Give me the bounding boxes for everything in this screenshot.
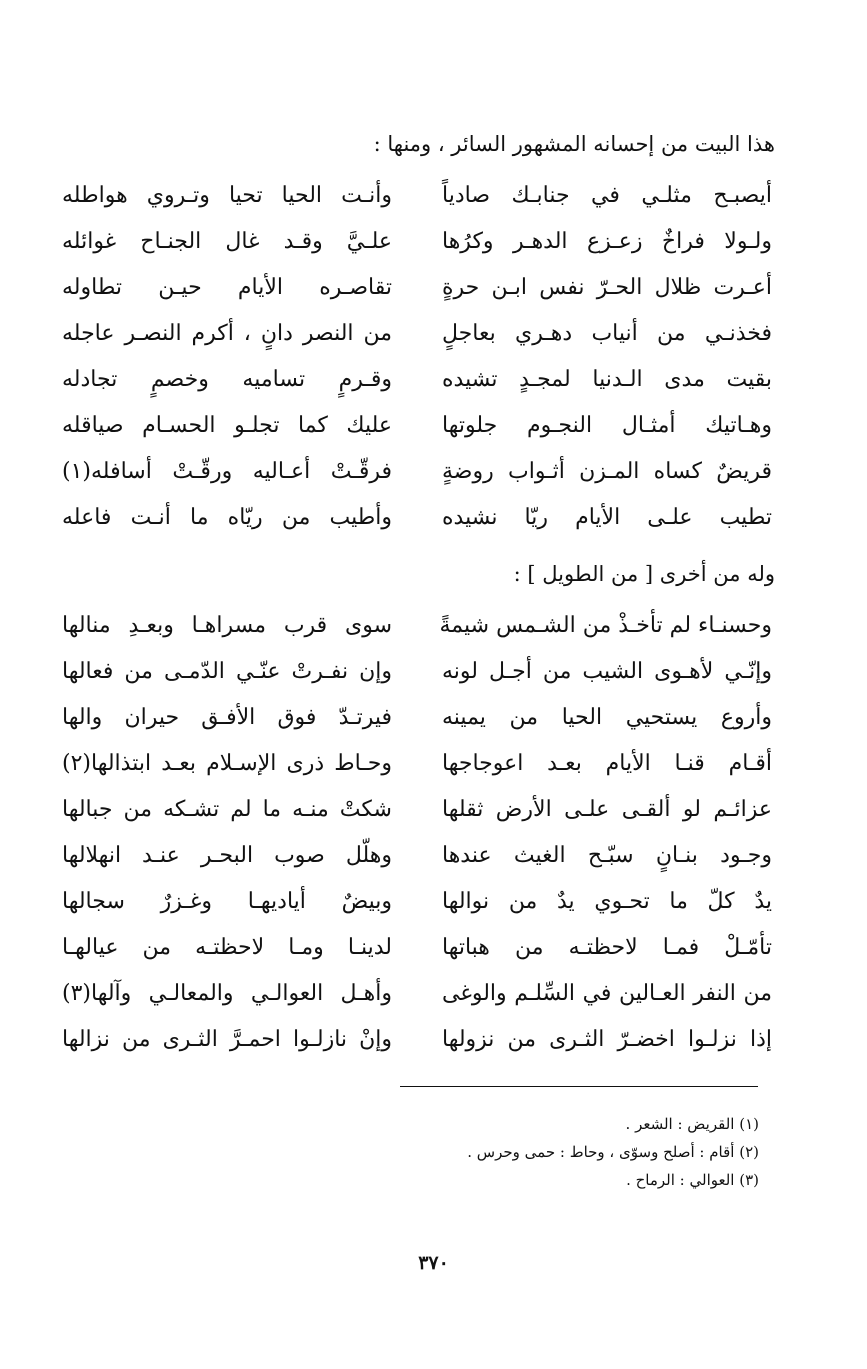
- footnote: (١) القريض : الشعر .: [625, 1115, 759, 1133]
- first-hemistich: وحسنـاء لم تأخـذْ من الشـمس شيمةً: [439, 613, 772, 638]
- second-hemistich: وهلّل صوب البحـر عنـد انهلالها: [62, 843, 392, 868]
- verse-row: [62, 180, 772, 226]
- page-number: ٣٧٠: [418, 1252, 449, 1274]
- first-hemistich: ولـولا فراخٌ زعـزع الدهـر وكرُها: [442, 229, 772, 254]
- first-hemistich: وجـود بنـانٍ سبّـح الغيث عندها: [442, 843, 772, 868]
- second-hemistich: عليك كما تجلـو الحسـام صياقله: [62, 413, 392, 438]
- first-hemistich: أعـرت ظلال الحـرّ نفس ابـن حرةٍ: [442, 275, 772, 300]
- second-hemistich: وأهـل العوالـي والمعالـي وآلها(٣): [62, 981, 392, 1006]
- second-hemistich: فيرتـدّ فوق الأفـق حيران والها: [62, 705, 392, 730]
- verse-row: [62, 656, 772, 702]
- second-hemistich: وإن نفـرتْ عنّـي الدّمـى من فعالها: [62, 659, 392, 684]
- first-hemistich: وأروع يستحيي الحيا من يمينه: [442, 705, 772, 730]
- verse-row: [62, 1024, 772, 1070]
- first-hemistich: فخذنـي من أنياب دهـري بعاجلٍ: [442, 321, 772, 346]
- first-hemistich: بقيت مدى الـدنيا لمجـدٍ تشيده: [442, 367, 772, 392]
- verse-row: [62, 610, 772, 656]
- verse-row: [62, 456, 772, 502]
- first-hemistich: من النفر العـالين في السِّلـم والوغى: [442, 981, 772, 1006]
- verse-row: [62, 702, 772, 748]
- first-hemistich: قريضٌ كساه المـزن أثـواب روضةٍ: [442, 459, 772, 484]
- second-hemistich: وأطيب من ريّاه ما أنـت فاعله: [62, 505, 392, 530]
- verse-row: [62, 932, 772, 978]
- verse-row: [62, 364, 772, 410]
- verse-row: [62, 840, 772, 886]
- verse-row: [62, 748, 772, 794]
- verse-row: [62, 886, 772, 932]
- footnote: (٢) أقام : أصلح وسوّى ، وحاط : حمى وحرس .: [467, 1143, 759, 1161]
- first-hemistich: وهـاتيك أمثـال النجـوم جلوتها: [442, 413, 772, 438]
- second-hemistich: وقـرمٍ تساميه وخصمٍ تجادله: [62, 367, 392, 392]
- verse-row: [62, 794, 772, 840]
- first-hemistich: إذا نزلـوا اخضـرّ الثـرى من نزولها: [442, 1027, 772, 1052]
- first-hemistich: أيصبـح مثلـي في جنابـك صادياً: [442, 183, 772, 208]
- verse-row: [62, 318, 772, 364]
- first-hemistich: تأمّـلْ فمـا لاحظتـه من هباتها: [442, 935, 772, 960]
- verse-row: [62, 226, 772, 272]
- second-hemistich: فرقّـتْ أعـاليه ورقّـتْ أسافله(١): [62, 459, 392, 484]
- second-hemistich: لدينـا ومـا لاحظتـه من عيالهـا: [62, 935, 392, 960]
- first-hemistich: تطيب علـى الأيام ريّا نشيده: [442, 505, 772, 530]
- footnote-separator: [400, 1086, 758, 1087]
- second-hemistich: شكتْ منـه ما لم تشـكه من جبالها: [62, 797, 392, 822]
- verse-row: [62, 410, 772, 456]
- first-hemistich: وإنّـي لأهـوى الشيب من أجـل لونه: [442, 659, 772, 684]
- second-hemistich: وبيضٌ أياديهـا وغـزرٌ سجالها: [62, 889, 392, 914]
- first-hemistich: عزائـم لو ألقـى علـى الأرض ثقلها: [442, 797, 772, 822]
- second-hemistich: وإنْ نازلـوا احمـرَّ الثـرى من نزالها: [62, 1027, 392, 1052]
- verse-row: [62, 978, 772, 1024]
- intro-line: هذا البيت من إحسانه المشهور السائر ، ومنها :: [373, 132, 775, 156]
- poem-two: [62, 610, 772, 1070]
- first-hemistich: يدٌ كلّ ما تحـوي يدٌ من نوالها: [442, 889, 772, 914]
- second-hemistich: من النصر دانٍ ، أكرم النصـر عاجله: [62, 321, 392, 346]
- verse-row: [62, 272, 772, 318]
- second-hemistich: سوى قرب مسراهـا وبعـدِ منالها: [62, 613, 392, 638]
- verse-row: [62, 502, 772, 548]
- second-hemistich: وحـاط ذرى الإسـلام بعـد ابتذالها(٢): [62, 751, 392, 776]
- footnote: (٣) العوالي : الرماح .: [626, 1171, 759, 1189]
- second-hemistich: علـيَّ وقـد غال الجنـاح غوائله: [62, 229, 392, 254]
- poem-one: [62, 180, 772, 548]
- intro-line: وله من أخرى [ من الطويل ] :: [513, 562, 775, 586]
- footnotes: [467, 1110, 759, 1194]
- first-hemistich: أقـام قنـا الأيام بعـد اعوجاجها: [442, 751, 772, 776]
- second-hemistich: تقاصـره الأيام حيـن تطاوله: [62, 275, 392, 300]
- second-hemistich: وأنـت الحيا تحيا وتـروي هواطله: [62, 183, 392, 208]
